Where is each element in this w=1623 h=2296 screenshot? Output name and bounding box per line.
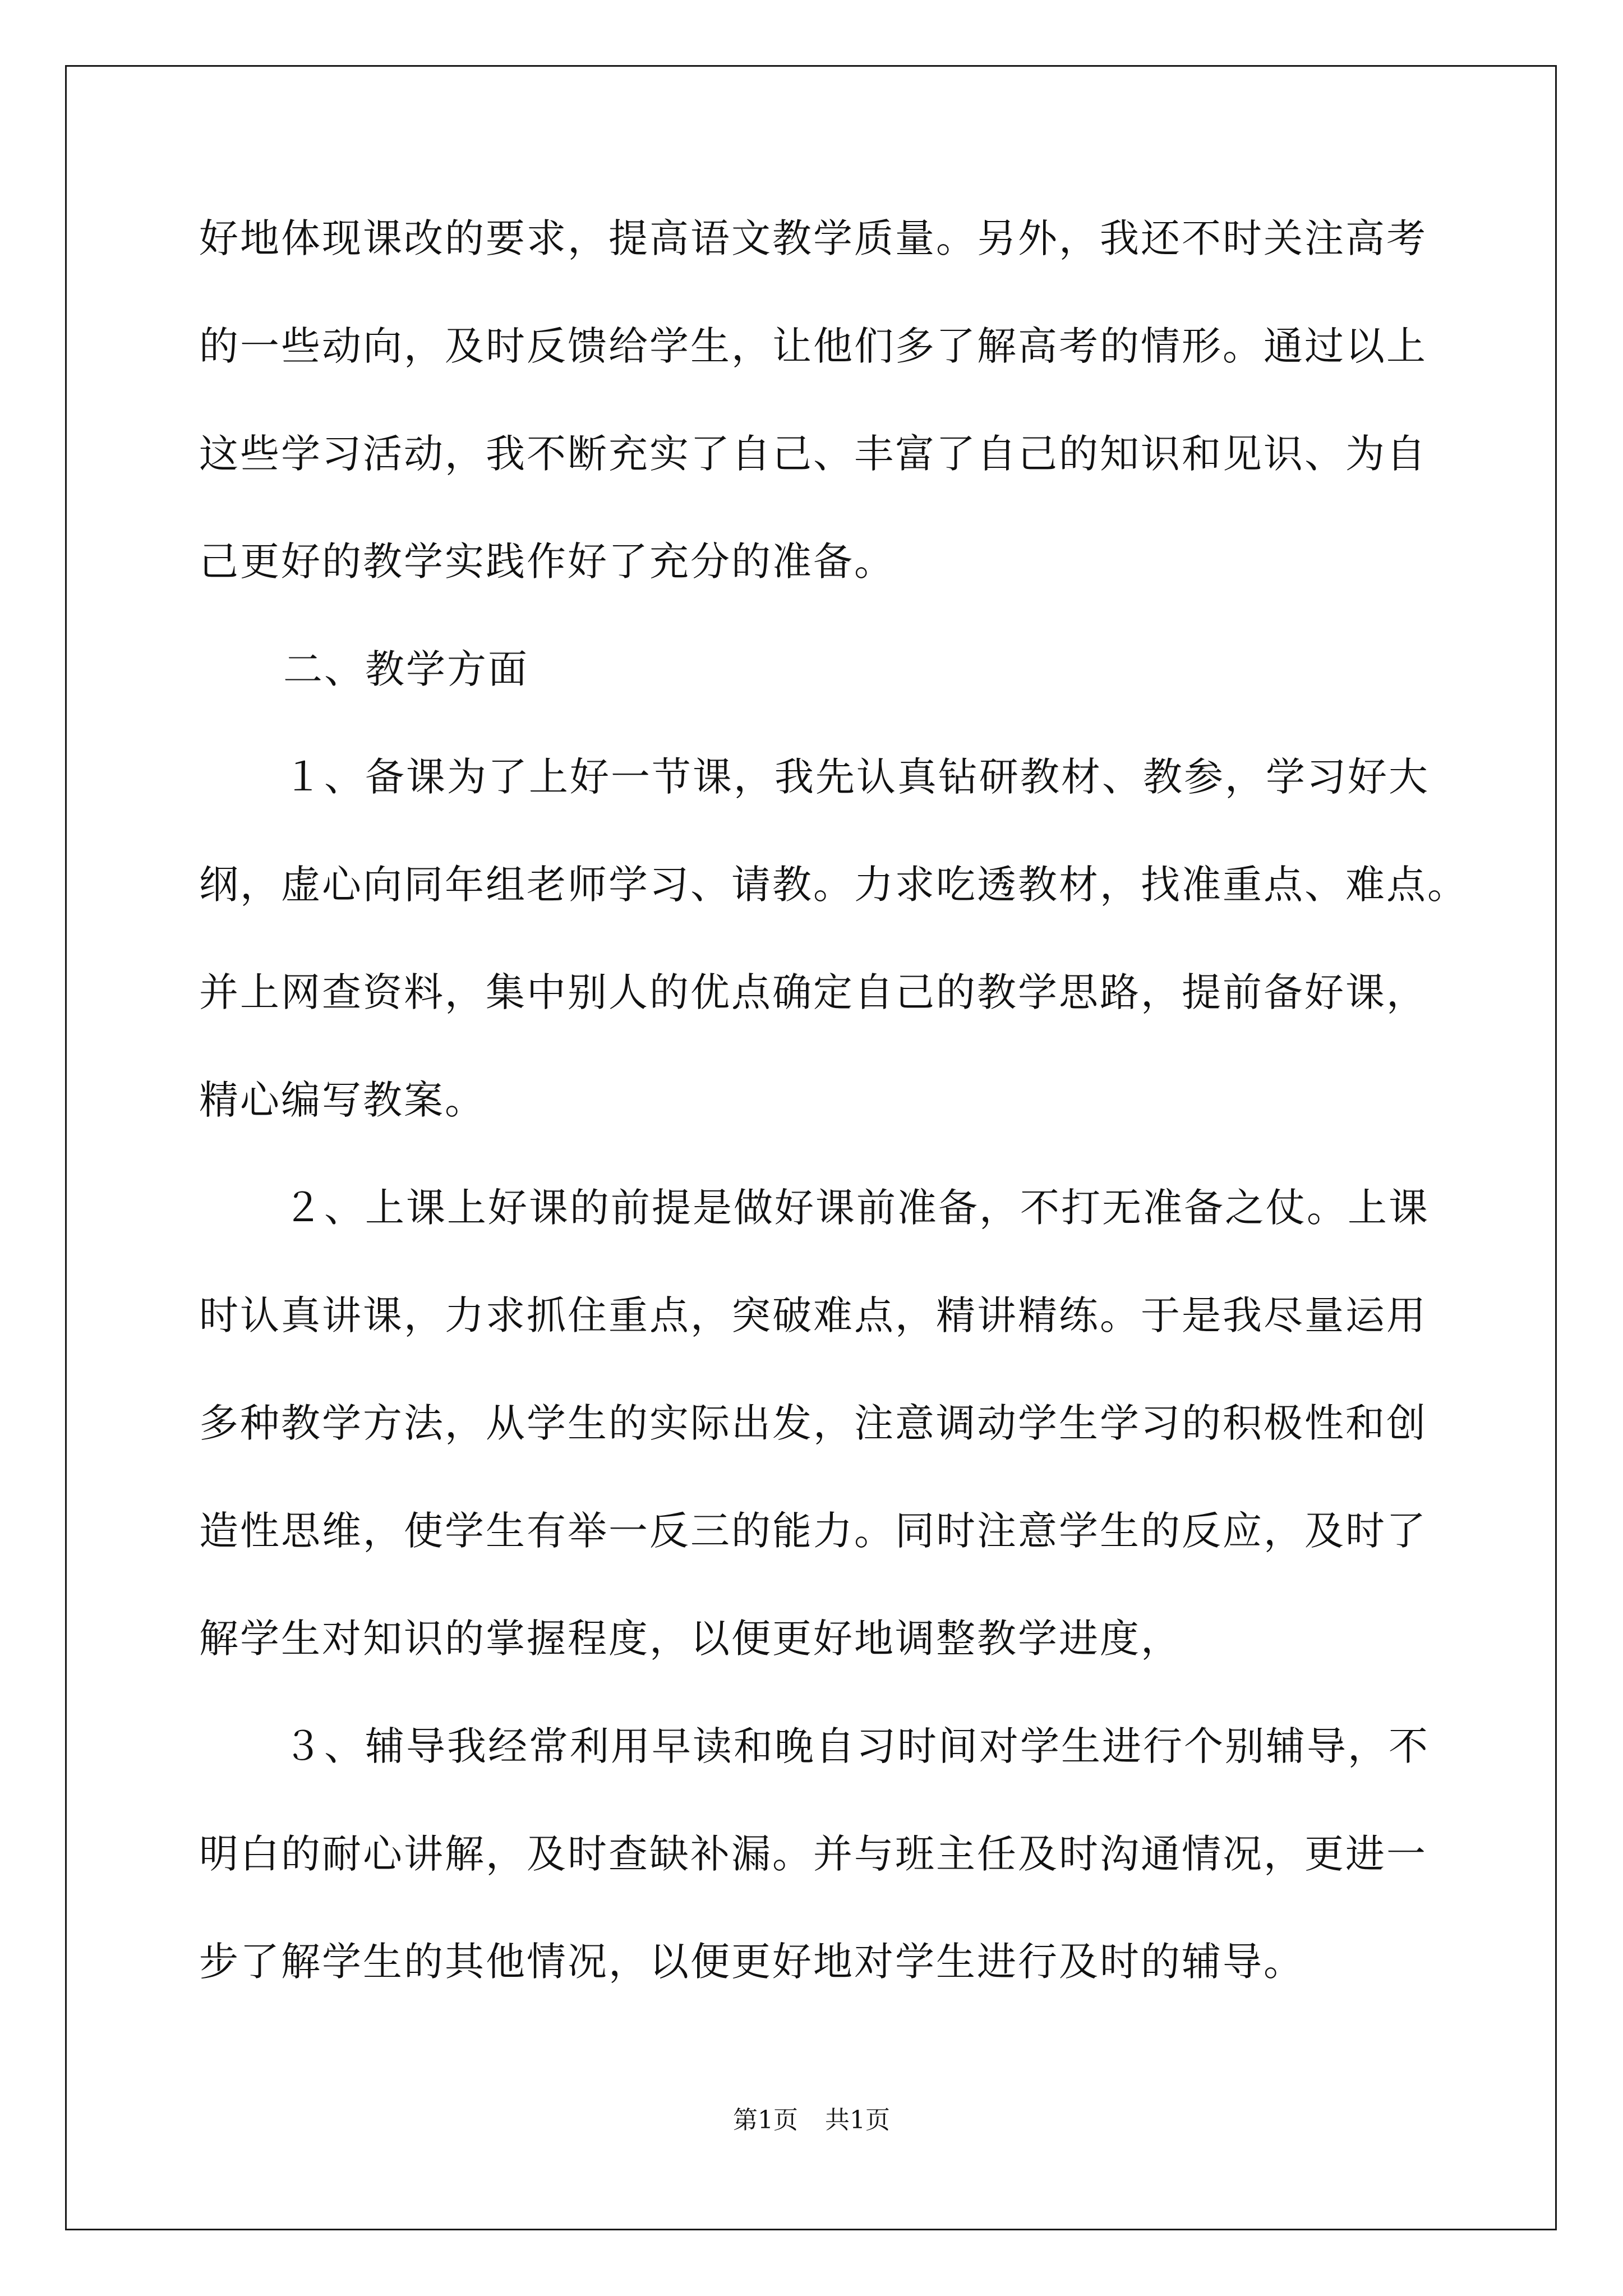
text-line: 步了解学生的其他情况，以便更好地对学生进行及时的辅导。 — [199, 1939, 1304, 1985]
text-line: 这些学习活动，我不断充实了自己、丰富了自己的知识和见识、为自 — [199, 431, 1427, 477]
text-line: 解学生对知识的掌握程度，以便更好地调整教学进度， — [199, 1616, 1182, 1662]
section-heading: 二、教学方面 — [283, 646, 529, 692]
text-line: 时认真讲课，力求抓住重点，突破难点，精讲精练。于是我尽量运用 — [199, 1292, 1427, 1338]
text-line: 明白的耐心讲解，及时查缺补漏。并与班主任及时沟通情况，更进一 — [199, 1831, 1427, 1877]
text-line: 纲，虚心向同年组老师学习、请教。力求吃透教材，找准重点、难点。 — [199, 862, 1468, 908]
page-border — [65, 65, 1557, 2230]
text-line: 并上网查资料，集中别人的优点确定自己的教学思路，提前备好课， — [199, 969, 1427, 1015]
page-number: 第1页 — [733, 2106, 798, 2134]
text-line: 精心编写教案。 — [199, 1077, 486, 1123]
text-line: ３、辅导我经常利用早读和晚自习时间对学生进行个别辅导，不 — [283, 1723, 1430, 1769]
text-line: ２、上课上好课的前提是做好课前准备，不打无准备之仗。上课 — [283, 1185, 1430, 1231]
text-line: 多种教学方法，从学生的实际出发，注意调动学生学习的积极性和创 — [199, 1400, 1427, 1446]
text-line: 造性思维，使学生有举一反三的能力。同时注意学生的反应，及时了 — [199, 1508, 1427, 1554]
text-line: 好地体现课改的要求，提高语文教学质量。另外，我还不时关注高考 — [199, 215, 1427, 261]
text-line: １、备课为了上好一节课，我先认真钻研教材、教参，学习好大 — [283, 754, 1430, 800]
page-footer — [0, 2104, 1623, 2137]
text-line: 的一些动向，及时反馈给学生，让他们多了解高考的情形。通过以上 — [199, 323, 1427, 369]
page-total: 共1页 — [825, 2106, 890, 2134]
text-line: 己更好的教学实践作好了充分的准备。 — [199, 539, 895, 585]
